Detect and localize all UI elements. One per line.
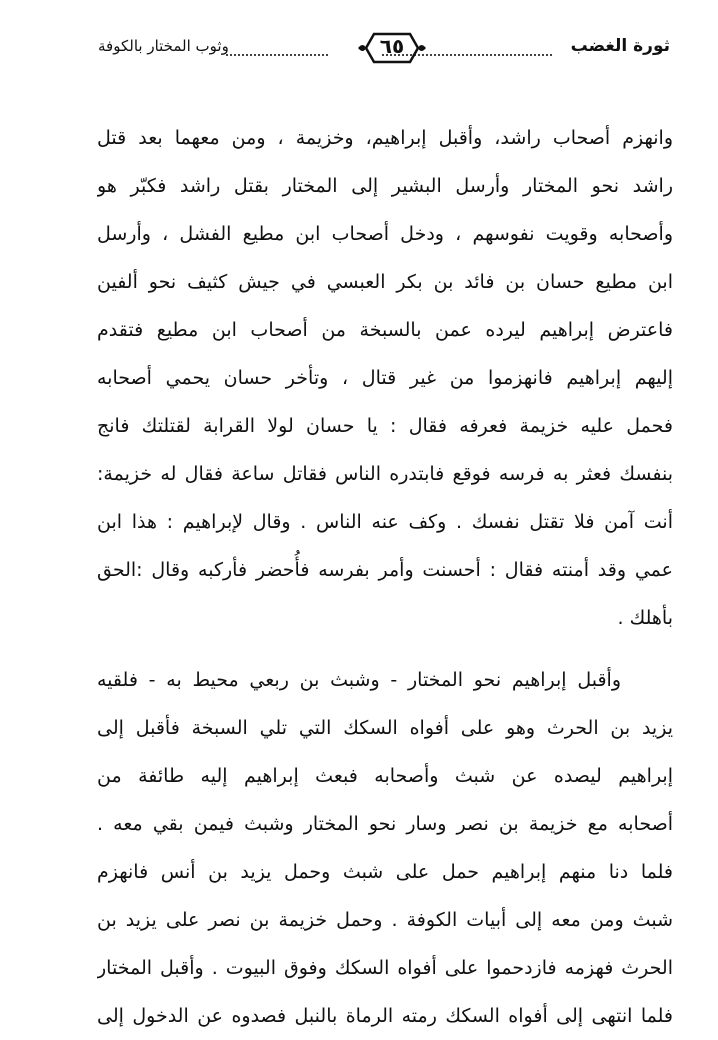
text-line: شبث ومن معه إلى أبيات الكوفة . وحمل خزيمة بن نصر على يزيد بن — [97, 909, 673, 931]
page-body — [97, 114, 673, 1040]
text-line: وأقبل إبراهيم نحو المختار - وشبث بن ربعي محيط به - فلقيه — [97, 669, 621, 691]
paragraph — [97, 114, 673, 642]
page-number-badge — [356, 28, 428, 68]
text-line: أنت آمن فلا تقتل نفسك . وكف عنه الناس . وقال لإبراهيم : هذا ابن — [97, 511, 673, 533]
text-line: فلما انتهى إلى أفواه السكك رمته الرماة بالنبل فصدوه عن الدخول إلى — [97, 1005, 673, 1027]
text-line: راشد نحو المختار وأرسل البشير إلى المختار بقتل راشد فكبّر هو — [97, 175, 673, 197]
book-title: ثورة الغضب — [570, 36, 670, 56]
running-header — [98, 28, 670, 68]
chapter-title: وثوب المختار بالكوفة — [98, 37, 229, 55]
text-line: الحرث فهزمه فازدحموا على أفواه السكك وفوق البيوت . وأقبل المختار — [97, 957, 673, 979]
header-dotted-leader-left — [226, 54, 328, 56]
text-line: عمي وقد أمنته فقال : أحسنت وأمر بفرسه فأُحضر فأركبه وقال :الحق — [97, 559, 673, 581]
text-line: إبراهيم ليصده عن شبث وأصحابه فبعث إبراهيم إليه طائفة من — [97, 765, 673, 787]
text-line: ابن مطيع حسان بن فائد بن بكر العبسي في جيش كثيف نحو ألفين — [97, 271, 673, 293]
paragraph — [97, 656, 673, 1040]
text-line: فحمل عليه خزيمة فعرفه فقال : يا حسان لولا القرابة لقتلتك فانج — [97, 415, 673, 437]
text-line: إليهم إبراهيم فانهزموا من غير قتال ، وتأخر حسان يحمي أصحابه — [97, 367, 673, 389]
text-line: بأهلك . — [617, 607, 673, 629]
text-line: بنفسك فعثر به فرسه فوقع فابتدره الناس فقاتل ساعة فقال له خزيمة: — [97, 463, 673, 485]
page-number: ٦٥ — [379, 34, 405, 58]
text-line: فاعترض إبراهيم ليرده عمن بالسبخة من أصحاب ابن مطيع فتقدم — [97, 319, 673, 341]
text-line: وأصحابه وقويت نفوسهم ، ودخل أصحاب ابن مطيع الفشل ، وأرسل — [97, 223, 673, 245]
text-line: فلما دنا منهم إبراهيم حمل على شبث وحمل يزيد بن أنس فانهزم — [97, 861, 673, 883]
text-line: يزيد بن الحرث وهو على أفواه السكك التي تلي السبخة فأقبل إلى — [97, 717, 673, 739]
text-line: أصحابه مع خزيمة بن نصر وسار نحو المختار وشبث فيمن بقي معه . — [97, 813, 673, 835]
text-line: وانهزم أصحاب راشد، وأقبل إبراهيم، وخزيمة ، ومن معهما بعد قتل — [97, 127, 673, 149]
